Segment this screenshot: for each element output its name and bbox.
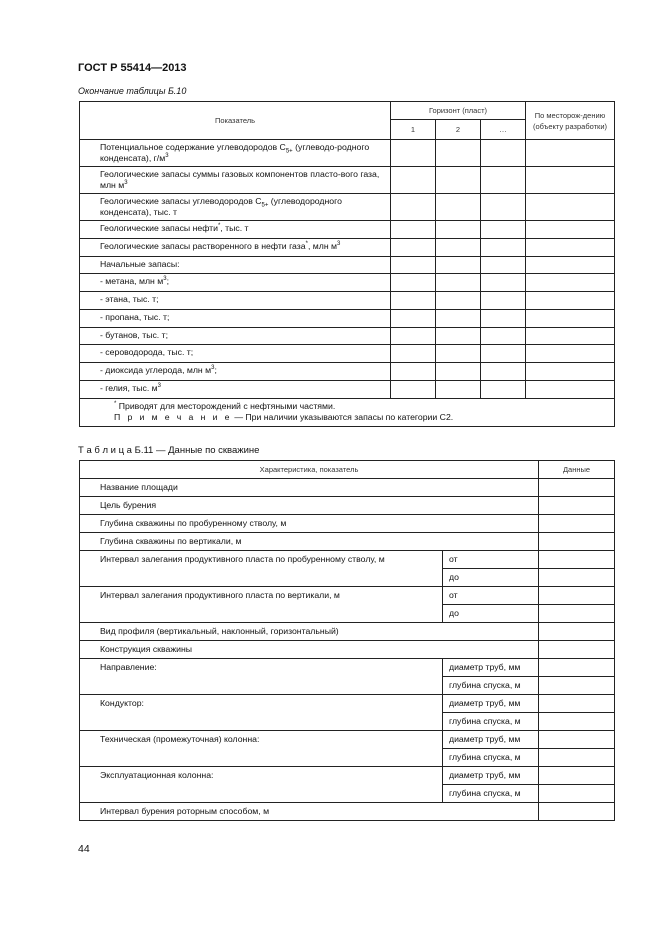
table-footnote: * Приводят для месторождений с нефтяными частями. П р и м е ч а н и е — При наличии указываются запасы по категории С2. xyxy=(80,399,615,427)
table-row: Геологические запасы нефти*, тыс. т xyxy=(80,221,391,239)
table2-title: Т а б л и ц а Б.11 — Данные по скважине xyxy=(78,445,260,456)
sub-row-to: до xyxy=(443,605,539,623)
table-row: Интервал залегания продуктивного пласта по пробуренному стволу, м xyxy=(80,551,443,587)
table-row: Потенциальное содержание углеводородов $С_{5+}$ (углеводо-родного конденсата), $г/м^3$ xyxy=(80,140,391,167)
table1-caption: Окончание таблицы Б.10 xyxy=(78,86,187,96)
sub-row-run-depth: глубина спуска, м xyxy=(443,677,539,695)
table-b11-well-data xyxy=(79,460,615,821)
table-row: Название площади xyxy=(80,479,539,497)
table-row: Интервал залегания продуктивного пласта по вертикали, м xyxy=(80,587,443,623)
table-row: Геологические запасы углеводородов $С_{5+}$ (углеводородного конденсата), тыс. т xyxy=(80,194,391,221)
sub-row-run-depth: глубина спуска, м xyxy=(443,713,539,731)
table-row: Конструкция скважины xyxy=(80,641,539,659)
sub-row-from: от xyxy=(443,551,539,569)
sub-row-diameter: диаметр труб, мм xyxy=(443,731,539,749)
col-data-header: Данные xyxy=(539,461,615,479)
sub-row-diameter: диаметр труб, мм xyxy=(443,659,539,677)
col-field-header: По месторож-дению (объекту разработки) xyxy=(526,102,615,140)
col-horizon-more: … xyxy=(481,120,526,140)
table-row: - этана, тыс. т; xyxy=(80,292,391,310)
sub-row-to: до xyxy=(443,569,539,587)
col-horizon-1: 1 xyxy=(391,120,436,140)
table-row: - диоксида углерода, млн $м^3$; xyxy=(80,363,391,381)
table-row: - бутанов, тыс. т; xyxy=(80,328,391,345)
col-horizon-header: Горизонт (пласт) xyxy=(391,102,526,120)
col-horizon-2: 2 xyxy=(436,120,481,140)
table-row: Геологические запасы суммы газовых компонентов пласто-вого газа, млн $м^3$ xyxy=(80,167,391,194)
page-number: 44 xyxy=(78,843,90,855)
sub-row-diameter: диаметр труб, мм xyxy=(443,767,539,785)
table-b10-end xyxy=(79,101,615,427)
table-row: Цель бурения xyxy=(80,497,539,515)
col-indicator-header: Показатель xyxy=(80,102,391,140)
table-row: - гелия, тыс. $м^3$ xyxy=(80,381,391,399)
table-row: Глубина скважины по пробуренному стволу, м xyxy=(80,515,539,533)
table-row: Геологические запасы растворенного в нефти газа*, млн $м^3$ xyxy=(80,239,391,257)
col-characteristic-header: Характеристика, показатель xyxy=(80,461,539,479)
table-row: Эксплуатационная колонна: xyxy=(80,767,443,803)
table-row: - сероводорода, тыс. т; xyxy=(80,345,391,363)
table-row: Направление: xyxy=(80,659,443,695)
table-row: - пропана, тыс. т; xyxy=(80,310,391,328)
sub-row-from: от xyxy=(443,587,539,605)
table-row: Интервал бурения роторным способом, м xyxy=(80,803,539,821)
standard-designation: ГОСТ Р 55414—2013 xyxy=(78,62,187,74)
sub-row-run-depth: глубина спуска, м xyxy=(443,749,539,767)
table-row: - метана, млн $м^3$; xyxy=(80,274,391,292)
table-row: Начальные запасы: xyxy=(80,257,391,274)
table-row: Глубина скважины по вертикали, м xyxy=(80,533,539,551)
sub-row-diameter: диаметр труб, мм xyxy=(443,695,539,713)
table-row: Вид профиля (вертикальный, наклонный, горизонтальный) xyxy=(80,623,539,641)
table-row: Кондуктор: xyxy=(80,695,443,731)
table-row: Техническая (промежуточная) колонна: xyxy=(80,731,443,767)
sub-row-run-depth: глубина спуска, м xyxy=(443,785,539,803)
